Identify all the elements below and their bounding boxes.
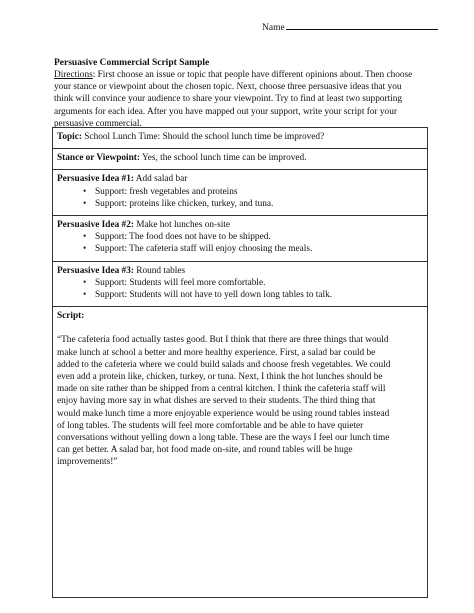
- directions-paragraph: [54, 69, 426, 130]
- bullet-icon: •: [83, 277, 87, 288]
- stance-label: Stance or Viewpoint:: [57, 153, 140, 164]
- list-item: • Support: fresh vegetables and proteins: [83, 186, 238, 197]
- list-item: • Support: The food does not have to be shipped.: [83, 232, 271, 243]
- script-line: would make lunch time a more enjoyable experience would be using round tables instead: [57, 408, 390, 419]
- idea-label: Persuasive Idea #1:: [57, 174, 134, 185]
- idea-label: Persuasive Idea #3:: [57, 265, 134, 276]
- script-line: of long tables. The students will feel more comfortable and be able to have quieter: [57, 420, 364, 431]
- directions-label: Directions: [54, 70, 93, 80]
- idea-cell-1: [53, 170, 428, 216]
- idea-heading-3: [57, 265, 423, 277]
- idea-row-1: [53, 170, 428, 216]
- directions-line: persuasive commercial.: [54, 118, 142, 129]
- stance-row: [53, 149, 428, 170]
- directions-line: arguments for each idea. After you have mapped out your support, write your script for your: [54, 106, 397, 117]
- name-field[interactable]: [262, 20, 438, 34]
- script-planning-table: [52, 127, 428, 598]
- list-item: • Support: Students will feel more comfortable.: [83, 277, 266, 288]
- name-underline[interactable]: [286, 20, 438, 30]
- idea-heading-2: [57, 219, 423, 231]
- document-title: Persuasive Commercial Script Sample: [54, 58, 210, 68]
- topic-row: [53, 128, 428, 149]
- list-item: • Support: Students will not have to yell down long tables to talk.: [83, 290, 333, 301]
- idea-text: Make hot lunches on-site: [133, 220, 230, 231]
- idea-row-3: [53, 261, 428, 307]
- topic-label: Topic:: [57, 132, 82, 142]
- support-list-2: [57, 231, 423, 255]
- stance-cell: [53, 149, 428, 170]
- script-line: added to the cafeteria where we could build salads and choose fresh vegetables. We could: [57, 359, 391, 370]
- bullet-icon: •: [83, 186, 87, 197]
- script-row: [53, 307, 428, 598]
- bullet-icon: •: [83, 198, 87, 209]
- script-line: can get better. A salad bar, hot food made on-site, and round tables will be huge: [57, 445, 353, 456]
- idea-label: Persuasive Idea #2:: [57, 220, 134, 231]
- directions-line: your stance or viewpoint about the chosen topic. Next, choose three persuasive ideas that you: [54, 82, 402, 93]
- script-line: improvements!”: [57, 457, 118, 468]
- script-label: Script:: [57, 311, 85, 322]
- list-item: • Support: proteins like chicken, turkey, and tuna.: [83, 198, 274, 209]
- script-line: enjoy having more say in what dishes are served to their students. The third thing that: [57, 396, 376, 407]
- script-line: “The cafeteria food actually tastes good. But I think that there are three things that would: [57, 335, 389, 346]
- script-line: even add a protein like, chicken, turkey, or tuna. Next, I think the hot lunches should be: [57, 372, 383, 383]
- script-line: conversations without yelling down a long table. These are the ways I feel our lunch time: [57, 433, 390, 444]
- stance-text: Yes, the school lunch time can be improved.: [139, 153, 307, 164]
- topic-text: School Lunch Time: Should the school lunch time be improved?: [81, 132, 325, 142]
- idea-text: Add salad bar: [133, 174, 188, 185]
- script-cell: [53, 307, 428, 598]
- script-body: [57, 334, 423, 468]
- topic-cell: [53, 128, 428, 149]
- idea-cell-2: [53, 216, 428, 262]
- bullet-icon: •: [83, 244, 87, 255]
- bullet-icon: •: [83, 290, 87, 301]
- list-item: • Support: The cafeteria staff will enjoy choosing the meals.: [83, 244, 313, 255]
- idea-row-2: [53, 216, 428, 262]
- idea-heading-1: [57, 173, 423, 185]
- directions-line: Directions: First choose an issue or topic that people have different opinions about. Then choose: [54, 70, 413, 80]
- idea-text: Round tables: [133, 265, 186, 276]
- script-line: made on site rather than be shipped from a central kitchen. I think the cafeteria staff will: [57, 384, 386, 395]
- name-label: Name: [262, 23, 285, 33]
- idea-cell-3: [53, 261, 428, 307]
- script-line: make lunch at school a better and more healthy experience. First, a salad bar could be: [57, 347, 376, 358]
- support-list-3: [57, 277, 423, 301]
- bullet-icon: •: [83, 232, 87, 243]
- directions-line: think will convince your audience to share your viewpoint. Try to find at least two supporting: [54, 94, 403, 105]
- support-list-1: [57, 186, 423, 210]
